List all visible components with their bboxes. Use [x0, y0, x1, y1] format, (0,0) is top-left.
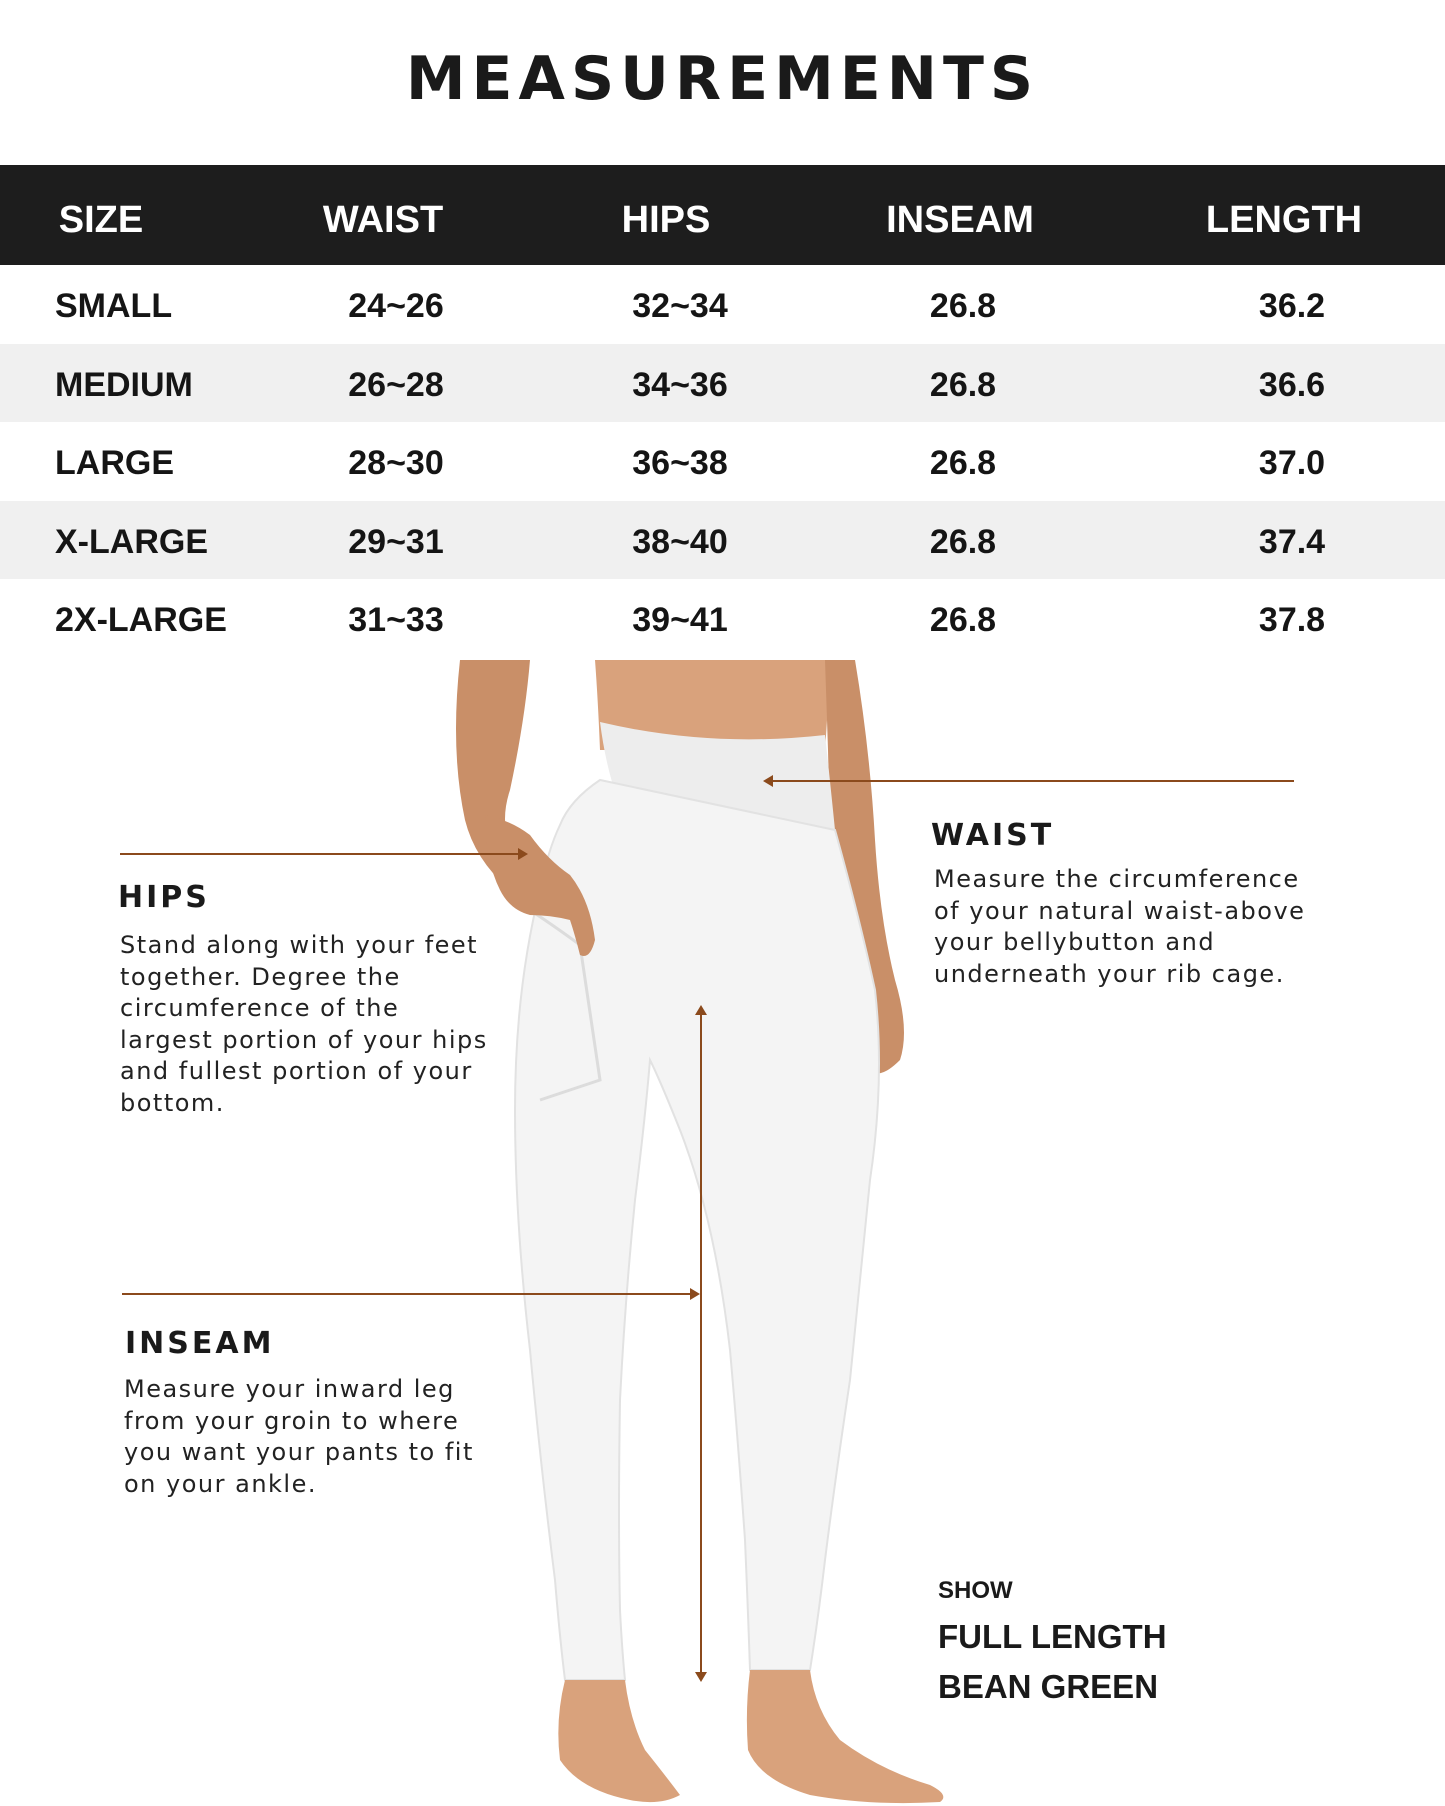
inseam-line: from your groin to where [124, 1406, 460, 1435]
size-cell: X-LARGE [55, 522, 208, 561]
length-cell: 37.4 [1258, 522, 1326, 561]
size-cell: LARGE [55, 444, 174, 483]
inseam-callout-line [122, 1293, 692, 1295]
header-inseam: INSEAM [886, 199, 1034, 241]
size-cell: SMALL [55, 287, 173, 325]
inseam-cell: 26.8 [929, 601, 997, 640]
inseam-cell: 26.8 [929, 444, 997, 483]
inseam-line: you want your pants to fit [124, 1438, 474, 1467]
length-cell: 36.6 [1258, 365, 1326, 404]
waist-cell: 31~33 [348, 601, 444, 640]
inseam-heading: INSEAM [125, 1326, 275, 1361]
size-cell: 2X-LARGE [55, 601, 227, 640]
header-size: SIZE [58, 199, 144, 241]
table-row [0, 422, 1445, 501]
hips-line: and fullest portion of your [120, 1057, 473, 1086]
header-waist: WAIST [322, 199, 444, 241]
size-chart-table [0, 165, 1445, 658]
inseam-line: Measure your inward leg [124, 1375, 455, 1403]
hips-cell: 38~40 [632, 522, 728, 561]
table-header-row [0, 165, 1445, 265]
table-row [0, 344, 1445, 423]
inseam-vertical-line [700, 1012, 702, 1675]
inseam-arrow-icon [690, 1288, 700, 1300]
hips-cell: 36~38 [632, 444, 728, 483]
header-hips: HIPS [621, 199, 711, 241]
table-row [0, 501, 1445, 580]
hips-arrow-icon [518, 848, 528, 860]
hips-cell: 32~34 [632, 287, 728, 325]
waist-cell: 26~28 [348, 365, 444, 404]
waist-line: your bellybutton and [934, 928, 1216, 957]
table-row [0, 265, 1445, 344]
inseam-bottom-arrow-icon [695, 1672, 707, 1682]
hips-line: together. Degree the [120, 962, 401, 991]
inseam-cell: 26.8 [929, 287, 997, 325]
hips-cell: 39~41 [632, 601, 728, 640]
waist-heading: WAIST [931, 818, 1055, 853]
length-cell: 37.8 [1258, 601, 1326, 640]
model-figure [430, 660, 990, 1806]
waist-callout-line [770, 780, 1294, 782]
waist-line: of your natural waist-above [934, 896, 1306, 925]
model-leggings-illustration [430, 660, 990, 1806]
size-cell: MEDIUM [55, 365, 193, 404]
hips-line: bottom. [120, 1088, 225, 1117]
hips-heading: HIPS [118, 880, 210, 915]
waist-description [934, 864, 1305, 990]
left-foot [558, 1680, 680, 1802]
inseam-description [124, 1374, 474, 1500]
hips-description [120, 930, 488, 1120]
show-length: FULL LENGTH [938, 1618, 1167, 1655]
inseam-top-arrow-icon [695, 1005, 707, 1015]
right-foot [747, 1670, 943, 1803]
page-title: MEASUREMENTS [405, 44, 1040, 114]
hips-line: largest portion of your hips [120, 1025, 488, 1054]
show-label: SHOW [938, 1577, 1013, 1604]
length-cell: 36.2 [1258, 287, 1326, 325]
inseam-line: on your ankle. [124, 1469, 317, 1498]
waist-line: underneath your rib cage. [934, 959, 1285, 988]
length-cell: 37.0 [1258, 444, 1326, 483]
hips-line: circumference of the [120, 994, 400, 1023]
hips-cell: 34~36 [632, 365, 728, 404]
waist-line: Measure the circumference [934, 865, 1300, 893]
waist-cell: 28~30 [348, 444, 444, 483]
hips-callout-line [120, 853, 520, 855]
show-color: BEAN GREEN [938, 1668, 1159, 1705]
waist-cell: 24~26 [348, 287, 444, 325]
waist-cell: 29~31 [348, 522, 444, 561]
table-row [0, 579, 1445, 658]
inseam-cell: 26.8 [929, 522, 997, 561]
inseam-cell: 26.8 [929, 365, 997, 404]
hips-line: Stand along with your feet [120, 931, 479, 959]
header-length: LENGTH [1205, 199, 1363, 241]
waist-arrow-icon [763, 775, 773, 787]
